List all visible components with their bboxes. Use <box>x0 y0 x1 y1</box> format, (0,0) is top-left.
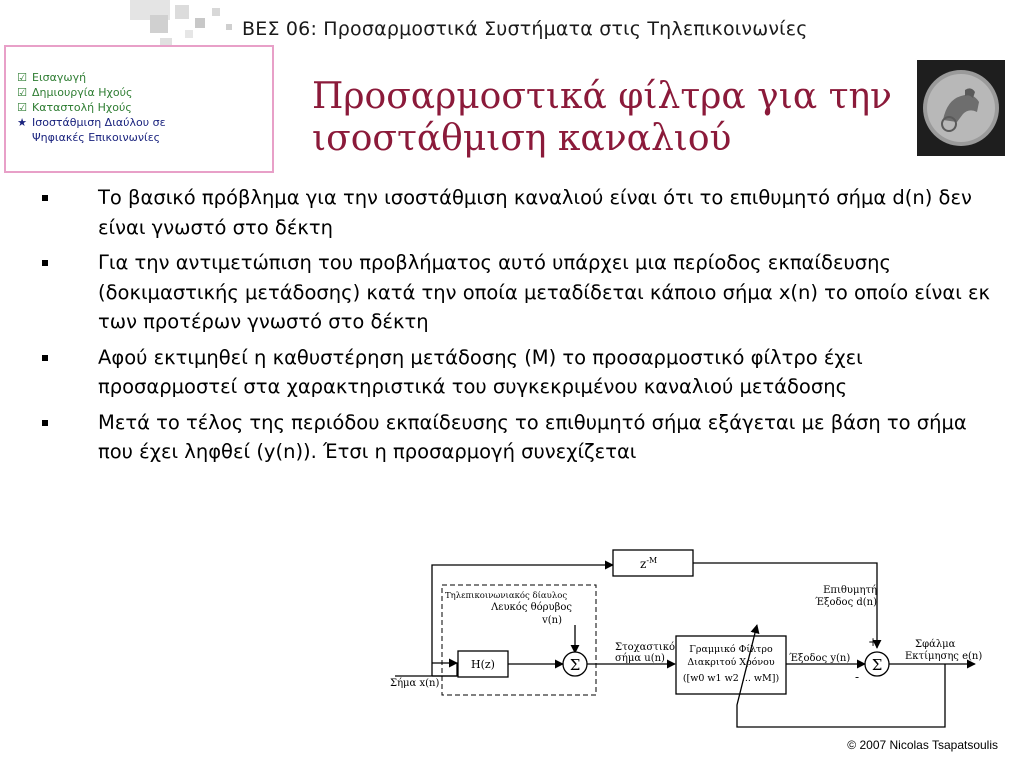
error-label: Σφάλμα <box>915 639 956 650</box>
stochastic-label: Στοχαστικό <box>615 642 675 653</box>
bullet-square-icon <box>42 195 48 201</box>
noise-label: Λευκός θόρυβος <box>491 602 572 613</box>
presentation-header: ΒΕΣ 06: Προσαρμοστικά Συστήματα στις Τηλεπικοινωνίες <box>242 18 808 40</box>
bullet-item <box>40 343 1000 402</box>
agenda-item-label: Εισαγωγή <box>32 71 87 84</box>
bullet-item <box>40 183 1000 242</box>
coin-logo <box>917 60 1005 156</box>
copyright-footer: © 2007 Nicolas Tsapatsoulis <box>847 738 998 752</box>
desired-label: Επιθυμητή <box>823 585 877 596</box>
agenda-item-label: Δημιουργία Ηχούς <box>32 86 133 99</box>
bullet-item <box>40 248 1000 337</box>
slide-title-line-1: Προσαρμοστικά φίλτρα για την <box>312 76 892 117</box>
bullet-text: Για την αντιμετώπιση του προβλήματος αυτό υπάρχει μια περίοδος εκπαίδευσης (δοκιμαστικής μετάδοσης) κατά την οποία μεταδίδεται κάποιο σήμα x(n) το οποίο είναι εκ των προτέρων γνωστό στο δέκτη <box>98 251 991 333</box>
bullet-text: Αφού εκτιμηθεί η καθυστέρηση μετάδοσης (Μ) το προσαρμοστικό φίλτρο έχει προσαρμοστεί στα χαρακτηριστικά του συγκεκριμένου καναλιού μετάδοσης <box>98 345 863 398</box>
agenda-indent <box>16 130 28 145</box>
agenda-item-label: Ψηφιακές Επικοινωνίες <box>32 131 161 144</box>
stochastic-symbol: σήμα u(n) <box>615 653 665 664</box>
slide-title-line-2: ισοστάθμιση καναλιού <box>312 118 732 159</box>
equalizer-block-diagram <box>385 545 1005 745</box>
agenda-item <box>16 100 166 115</box>
minus-sign: - <box>855 670 860 684</box>
agenda-item <box>16 115 166 130</box>
channel-filter-label: H(z) <box>471 658 495 671</box>
output-label: Έξοδος y(n) <box>789 653 851 664</box>
error-symbol: Εκτίμησης e(n) <box>905 651 983 662</box>
agenda-item-label: Καταστολή Ηχούς <box>32 101 132 114</box>
delay-label: $z^{-M}$ <box>640 556 658 571</box>
desired-symbol: Έξοδος d(n) <box>815 597 877 608</box>
current-star-icon: ★ <box>17 116 27 129</box>
plus-sign: + <box>868 635 879 649</box>
bullet-square-icon <box>42 355 48 361</box>
slide-title <box>312 76 892 160</box>
bullet-square-icon <box>42 260 48 266</box>
filter-title: Γραμμικό Φίλτρο <box>689 644 773 655</box>
bullet-item <box>40 408 1000 467</box>
checkbox-checked-icon: ☑ <box>17 86 27 99</box>
agenda-item <box>16 130 166 145</box>
error-sum-symbol: Σ <box>871 656 883 674</box>
bullet-list <box>40 183 1000 473</box>
bullet-square-icon <box>42 420 48 426</box>
noise-symbol: v(n) <box>542 615 562 626</box>
bullet-text: Το βασικό πρόβλημα για την ισοστάθμιση καναλιού είναι ότι το επιθυμητό σήμα d(n) δεν είναι γνωστό στο δέκτη <box>98 186 972 239</box>
checkbox-checked-icon: ☑ <box>17 71 27 84</box>
agenda-item <box>16 85 166 100</box>
channel-label: Τηλεπικοινωνιακός δίαυλος <box>445 591 568 601</box>
filter-subtitle: Διακριτού Χρόνου <box>687 657 775 668</box>
agenda-item-label: Ισοστάθμιση Διαύλου σε <box>32 116 166 129</box>
input-label: Σήμα x(n) <box>390 678 440 689</box>
checkbox-checked-icon: ☑ <box>17 101 27 114</box>
agenda-list <box>16 70 166 145</box>
filter-weights: ([w0 w1 w2 ... wM]) <box>682 673 780 684</box>
agenda-item <box>16 70 166 85</box>
bullet-text: Μετά το τέλος της περιόδου εκπαίδευσης το επιθυμητό σήμα εξάγεται με βάση το σήμα που έχει ληφθεί (y(n)). Έτσι η προσαρμογή συνεχίζεται <box>98 410 967 463</box>
noise-sum-symbol: Σ <box>569 656 581 674</box>
